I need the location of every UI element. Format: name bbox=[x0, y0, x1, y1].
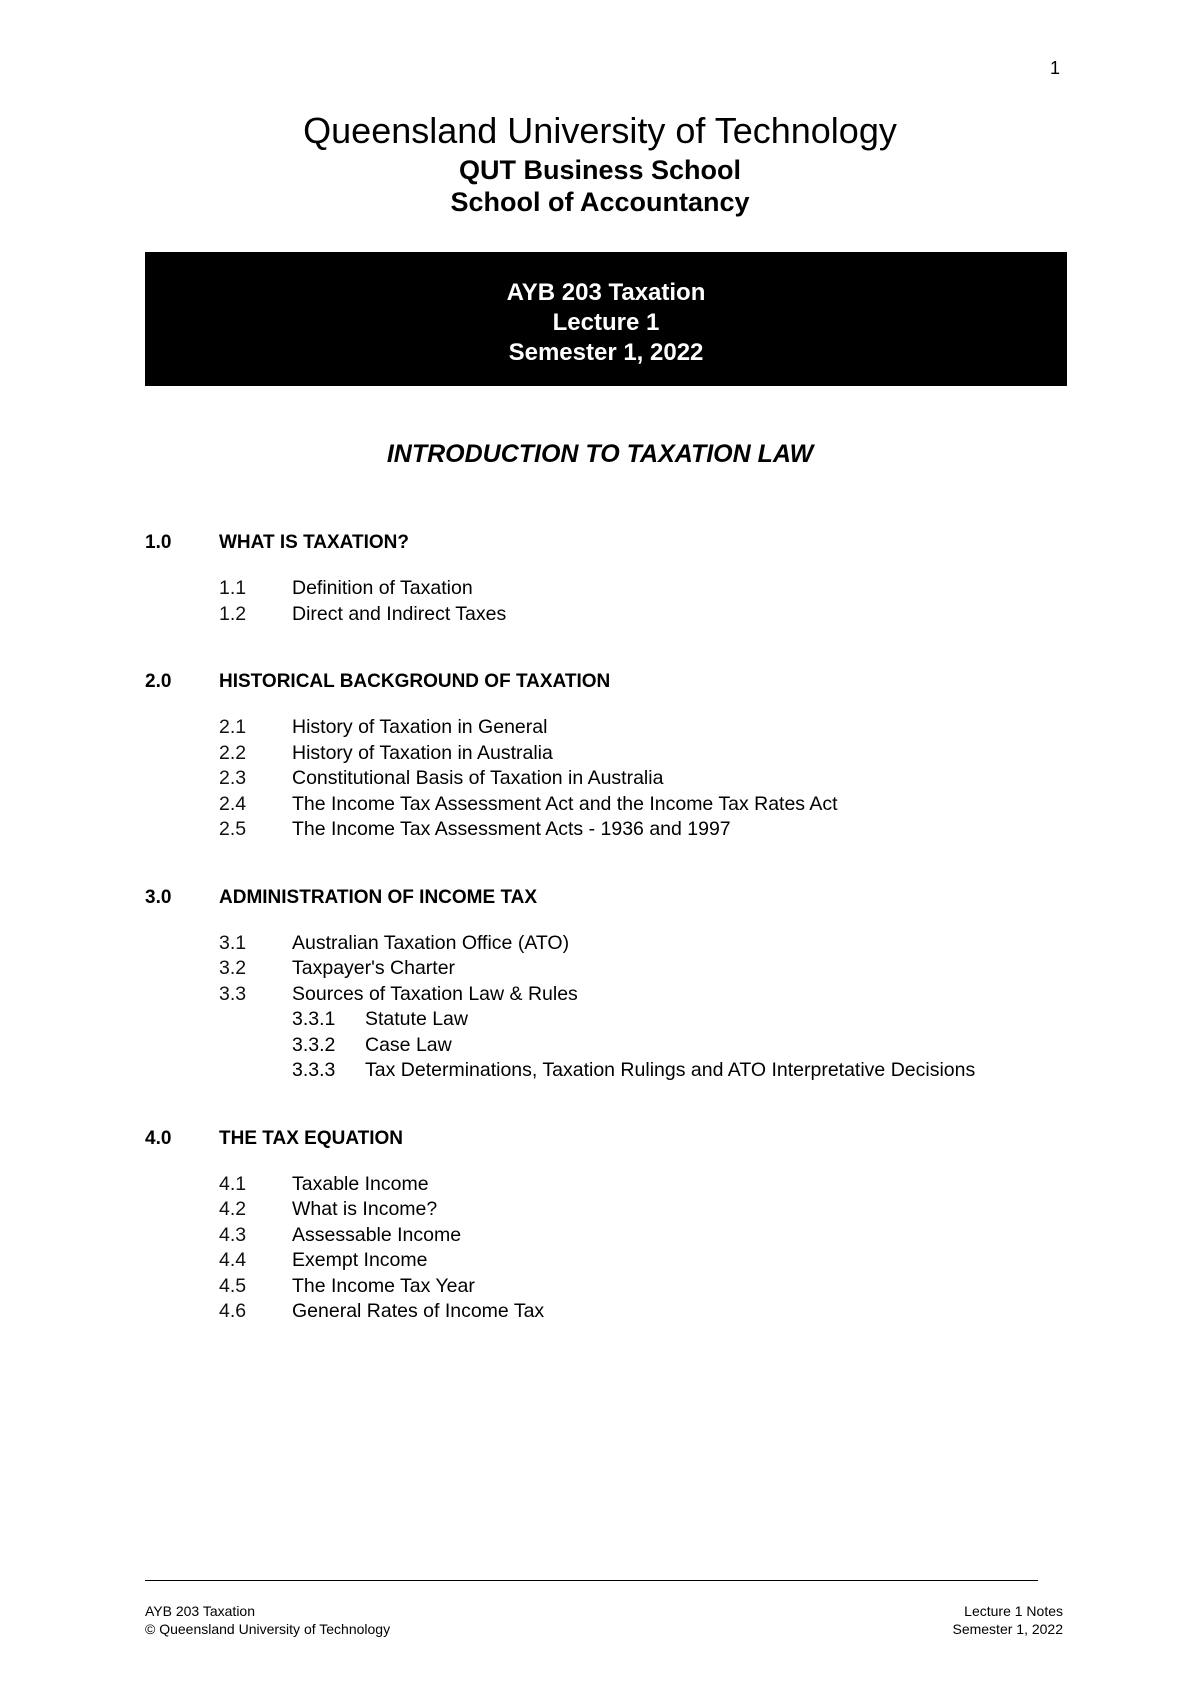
outline-sub-item bbox=[292, 1033, 1105, 1059]
outline-item bbox=[219, 1274, 1105, 1300]
footer-copyright: © Queensland University of Technology bbox=[145, 1621, 391, 1637]
item-text: The Income Tax Assessment Act and the Income Tax Rates Act bbox=[292, 792, 838, 815]
sub-item-text: Statute Law bbox=[365, 1008, 468, 1030]
item-number: 3.2 bbox=[219, 957, 247, 979]
item-number: 1.2 bbox=[219, 602, 247, 625]
item-text: History of Taxation in Australia bbox=[292, 741, 553, 764]
item-number: 4.3 bbox=[219, 1223, 247, 1246]
footer-right bbox=[952, 1602, 1063, 1638]
outline-item bbox=[219, 931, 1105, 957]
outline-item bbox=[219, 1299, 1105, 1325]
item-text: Assessable Income bbox=[292, 1223, 462, 1246]
document-title: INTRODUCTION TO TAXATION LAW bbox=[386, 440, 814, 468]
outline-item bbox=[219, 1223, 1105, 1249]
footer-notes-label: Lecture 1 Notes bbox=[964, 1603, 1063, 1619]
course-name: AYB 203 Taxation bbox=[506, 279, 706, 306]
item-text: Australian Taxation Office (ATO) bbox=[292, 931, 570, 954]
outline-item bbox=[219, 1197, 1105, 1223]
item-number: 3.3 bbox=[219, 982, 247, 1005]
sub-item-number: 3.3.3 bbox=[292, 1059, 336, 1081]
item-text: Definition of Taxation bbox=[292, 577, 473, 599]
page-number: 1 bbox=[1049, 58, 1060, 78]
section-items bbox=[145, 715, 1105, 843]
item-number: 1.1 bbox=[219, 577, 247, 599]
item-number: 2.1 bbox=[219, 716, 247, 738]
section-number: 4.0 bbox=[145, 1127, 172, 1149]
item-number: 3.1 bbox=[219, 931, 247, 954]
outline-item bbox=[219, 741, 1105, 767]
section-title: THE TAX EQUATION bbox=[219, 1127, 404, 1149]
item-text: Taxpayer's Charter bbox=[292, 957, 456, 979]
section-title: ADMINISTRATION OF INCOME TAX bbox=[219, 886, 538, 908]
item-number: 4.2 bbox=[219, 1198, 247, 1220]
sub-item-number: 3.3.2 bbox=[292, 1033, 336, 1056]
item-number: 2.3 bbox=[219, 767, 247, 789]
item-number: 4.4 bbox=[219, 1249, 247, 1271]
item-text: The Income Tax Assessment Acts - 1936 and 1997 bbox=[292, 818, 731, 840]
sub-item-number: 3.3.1 bbox=[292, 1008, 336, 1030]
section-number: 1.0 bbox=[145, 532, 172, 553]
item-number: 2.5 bbox=[219, 818, 247, 840]
outline-item bbox=[219, 1248, 1105, 1274]
section-number: 3.0 bbox=[145, 886, 172, 908]
outline-item bbox=[219, 982, 1105, 1008]
section-heading bbox=[145, 669, 1105, 695]
item-number: 2.2 bbox=[219, 741, 247, 764]
section-heading bbox=[145, 1126, 1105, 1152]
section-heading bbox=[145, 530, 1105, 556]
footer-divider bbox=[145, 1580, 1038, 1581]
outline-item bbox=[219, 576, 1105, 602]
school-name: QUT Business School bbox=[458, 155, 742, 185]
section-items bbox=[145, 1172, 1105, 1325]
item-text: What is Income? bbox=[292, 1198, 438, 1220]
item-text: History of Taxation in General bbox=[292, 716, 548, 738]
section-items bbox=[145, 576, 1105, 627]
outline-item bbox=[219, 602, 1105, 628]
university-title: Queensland University of Technology bbox=[303, 110, 897, 151]
item-text: General Rates of Income Tax bbox=[292, 1300, 545, 1322]
sub-item-text: Tax Determinations, Taxation Rulings and ATO Interpretative Decisions bbox=[365, 1059, 976, 1081]
outline-item bbox=[219, 715, 1105, 741]
outline-section bbox=[145, 1126, 1105, 1325]
section-items bbox=[145, 931, 1105, 1084]
outline-sub-item bbox=[292, 1058, 1105, 1084]
item-number: 4.1 bbox=[219, 1172, 247, 1195]
item-text: Constitutional Basis of Taxation in Australia bbox=[292, 767, 664, 789]
item-text: Direct and Indirect Taxes bbox=[292, 602, 507, 625]
section-heading bbox=[145, 885, 1105, 911]
section-title: HISTORICAL BACKGROUND OF TAXATION bbox=[219, 671, 611, 692]
section-title: WHAT IS TAXATION? bbox=[219, 532, 409, 553]
outline-item bbox=[219, 792, 1105, 818]
lecture-outline bbox=[145, 530, 1105, 1367]
outline-section bbox=[145, 669, 1105, 843]
item-number: 4.5 bbox=[219, 1274, 247, 1297]
course-banner bbox=[145, 252, 1067, 386]
sub-item-text: Case Law bbox=[365, 1033, 452, 1056]
item-number: 2.4 bbox=[219, 792, 247, 815]
item-text: The Income Tax Year bbox=[292, 1274, 475, 1297]
outline-section bbox=[145, 885, 1105, 1084]
lecture-number: Lecture 1 bbox=[552, 309, 660, 336]
footer-course: AYB 203 Taxation bbox=[145, 1603, 256, 1619]
outline-item bbox=[219, 1172, 1105, 1198]
section-number: 2.0 bbox=[145, 671, 172, 692]
semester-label: Semester 1, 2022 bbox=[508, 339, 704, 366]
outline-item bbox=[219, 956, 1105, 982]
item-text: Taxable Income bbox=[292, 1172, 429, 1195]
document-header bbox=[0, 108, 1200, 218]
sub-items bbox=[219, 1007, 1105, 1084]
outline-sub-item bbox=[292, 1007, 1105, 1033]
footer-semester: Semester 1, 2022 bbox=[952, 1621, 1063, 1637]
outline-item bbox=[219, 766, 1105, 792]
item-text: Sources of Taxation Law & Rules bbox=[292, 982, 578, 1005]
item-number: 4.6 bbox=[219, 1300, 247, 1322]
item-text: Exempt Income bbox=[292, 1249, 428, 1271]
outline-section bbox=[145, 530, 1105, 627]
footer-left bbox=[145, 1602, 390, 1638]
department-name: School of Accountancy bbox=[450, 187, 750, 217]
outline-item bbox=[219, 817, 1105, 843]
